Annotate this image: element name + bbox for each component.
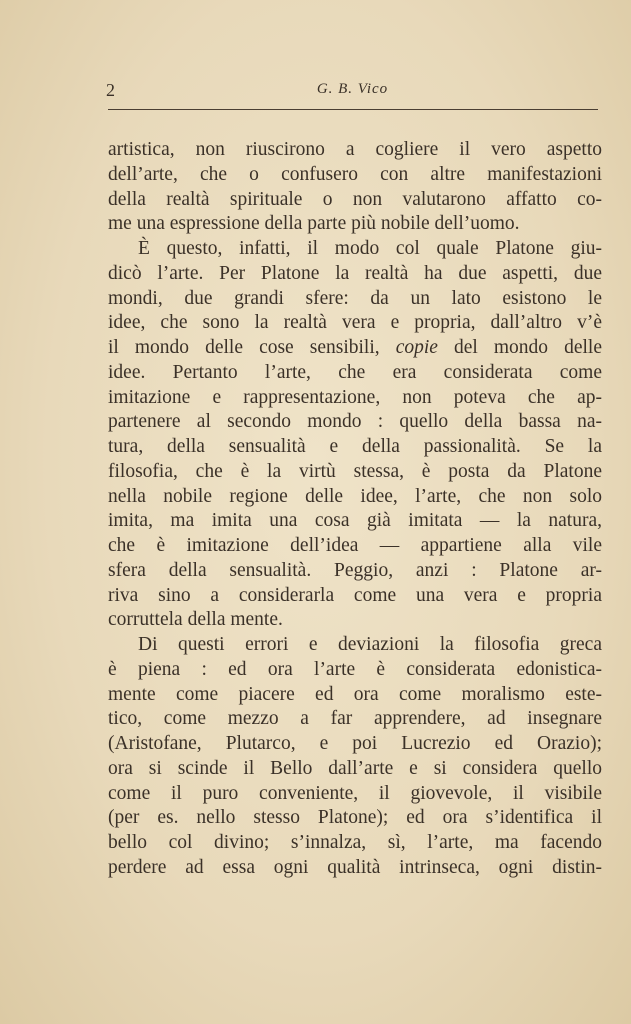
page-number: 2 <box>106 80 115 100</box>
text-segment: il mondo delle cose sensibili, <box>108 337 396 358</box>
text-line: tico, come mezzo a far apprendere, ad insegnare <box>108 708 602 730</box>
italic-word: copie <box>395 337 438 358</box>
text-line: (per es. nello stesso Platone); ed ora s’identifica il <box>108 807 602 829</box>
text-line: dicò l’arte. Per Platone la realtà ha due aspetti, due <box>108 262 602 284</box>
text-line: mondi, due grandi sfere: da un lato esistono le <box>108 287 602 309</box>
text-line: Di questi errori e deviazioni la filosofia greca <box>138 634 602 655</box>
text-line: che è imitazione dell’idea — appartiene alla vile <box>108 535 602 556</box>
text-line: mente come piacere ed ora come moralismo este- <box>108 683 602 705</box>
text-line: idee. Pertanto l’arte, che era considerata come <box>108 361 602 383</box>
text-line: come il puro conveniente, il giovevole, il visibile <box>108 782 602 804</box>
header-rule <box>108 109 598 110</box>
text-line: bello col divino; s’innalza, sì, l’arte, ma facendo <box>108 832 602 853</box>
text-line: sfera della sensualità. Peggio, anzi : Platone ar- <box>108 559 602 581</box>
text-line: ora si scinde il Bello dall’arte e si considera quello <box>108 757 602 779</box>
body-text <box>108 138 602 881</box>
text-line: è piena : ed ora l’arte è considerata edonistica- <box>108 658 602 680</box>
text-line: riva sino a considerarla come una vera e propria <box>108 584 602 606</box>
text-line: partenere al secondo mondo : quello della bassa na- <box>108 411 602 433</box>
text-line: (Aristofane, Plutarco, e poi Lucrezio ed Orazio); <box>108 733 602 754</box>
text-line: della realtà spirituale o non valutarono affatto co- <box>108 188 602 210</box>
text-line: corruttela della mente. <box>108 609 283 631</box>
text-line: nella nobile regione delle idee, l’arte, che non solo <box>108 485 602 507</box>
text-line: dell’arte, che o confusero con altre manifestazioni <box>108 163 602 185</box>
text-line: idee, che sono la realtà vera e propria, dall’altro v’è <box>108 312 602 334</box>
text-line: È questo, infatti, il modo col quale Platone giu- <box>138 238 602 259</box>
text-line: imitazione e rappresentazione, non poteva che ap- <box>108 386 602 408</box>
text-line: artistica, non riuscirono a cogliere il vero aspetto <box>108 139 602 160</box>
text-line: filosofia, che è la virtù stessa, è posta da Platone <box>108 460 602 482</box>
text-line: tura, della sensualità e della passionalità. Se la <box>108 436 602 457</box>
text-line <box>108 336 602 361</box>
running-title: G. B. Vico <box>316 81 389 97</box>
text-line: imita, ma imita una cosa già imitata — la natura, <box>108 510 602 532</box>
text-segment: del mondo delle <box>437 337 602 358</box>
text-line: me una espressione della parte più nobile dell’uomo. <box>108 213 520 235</box>
text-line: perdere ad essa ogni qualità intrinseca, ogni distin- <box>108 856 602 878</box>
